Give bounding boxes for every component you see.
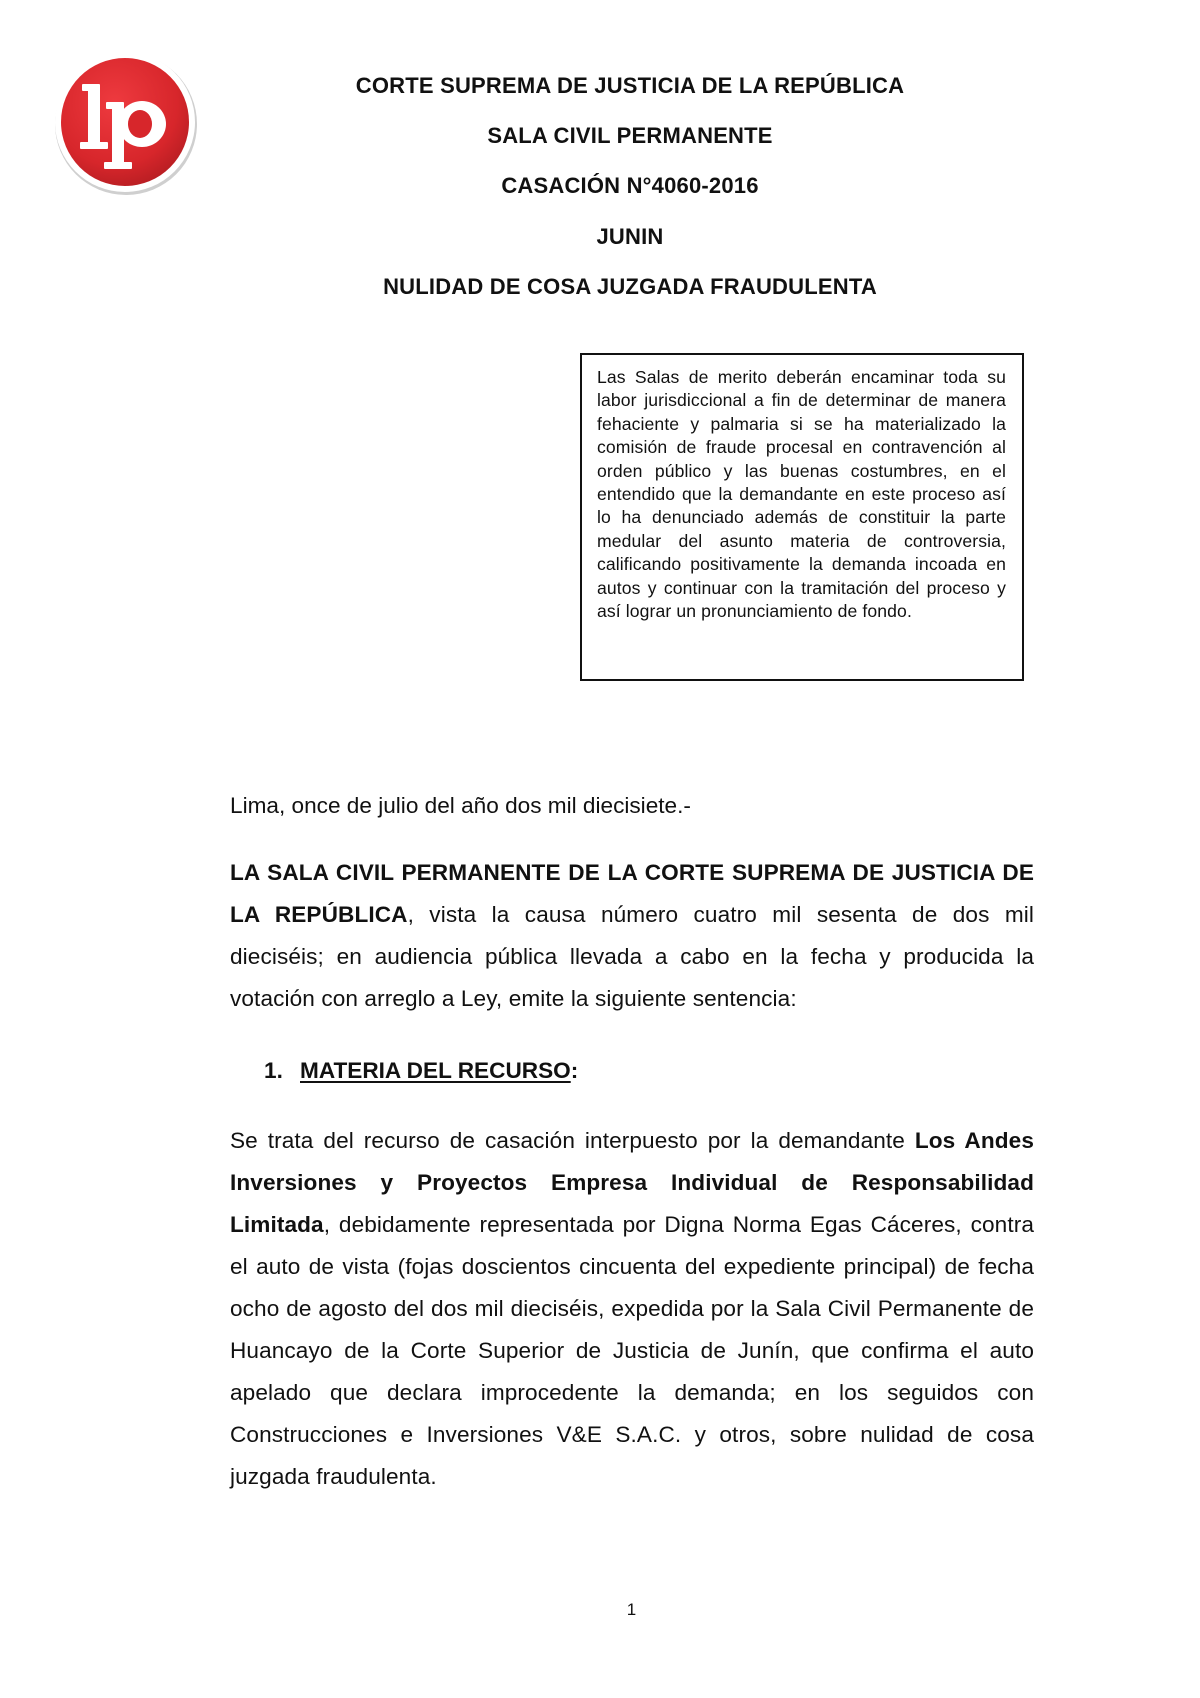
p1-bold: Los Andes Inversiones y Proyectos Empresa Individual de Responsabilidad Limitada [230,1128,1034,1237]
section-title: MATERIA DEL RECURSO [300,1058,571,1083]
date-line: Lima, once de julio del año dos mil diecisiete.- [230,793,691,818]
chamber-name: SALA CIVIL PERMANENTE [487,123,773,148]
section-heading [264,1056,578,1086]
court-name: CORTE SUPREMA DE JUSTICIA DE LA REPÚBLICA [355,73,905,98]
p1-start: Se trata del recurso de casación interpuesto por la demandante [230,1128,915,1153]
section-number: 1. [264,1058,283,1083]
case-subject: NULIDAD DE COSA JUZGADA FRAUDULENTA [383,274,877,299]
p1-rest: , debidamente representada por Digna Norma Egas Cáceres, contra el auto de vista (fojas doscientos cincuenta del expediente principal) de fecha ocho de agosto del dos mil dieciséis, expedida por la Sala Civil Permanente de Huancayo de la Corte Superior de Justicia de Junín, que confirma el auto apelado que declara improcedente la demanda; en los seguidos con Construcciones e Inversiones V&E S.A.C. y otros, sobre nulidad de cosa juzgada fraudulenta. [230,1212,1034,1489]
page-number: 1 [626,1600,637,1619]
case-number: CASACIÓN N°4060-2016 [501,173,759,198]
lp-logo-icon [52,50,200,198]
summary-box: Las Salas de merito deberán encaminar toda su labor jurisdiccional a fin de determinar de manera fehaciente y palmaria si se ha materializado la comisión de fraude procesal en contravención al orden público y las buenas costumbres, en el entendido que la demandante en este proceso así lo ha denunciado además de constituir la parte medular del asunto materia de controversia, calificando positivamente la demanda incoada en autos y continuar con la tramitación del proceso y así lograr un pronunciamiento de fondo. [580,353,1024,681]
intro-bold: LA SALA CIVIL PERMANENTE DE LA CORTE SUPREMA DE JUSTICIA DE LA REPÚBLICA [230,860,1034,927]
district-name: JUNIN [596,224,664,249]
paragraph-1 [230,1120,1034,1498]
lp-logo [52,50,200,198]
intro-rest: , vista la causa número cuatro mil sesenta de dos mil dieciséis; en audiencia pública llevada a cabo en la fecha y producida la votación con arreglo a Ley, emite la siguiente sentencia: [230,902,1035,1011]
section-colon: : [570,1058,579,1083]
intro-paragraph [230,852,1034,1020]
